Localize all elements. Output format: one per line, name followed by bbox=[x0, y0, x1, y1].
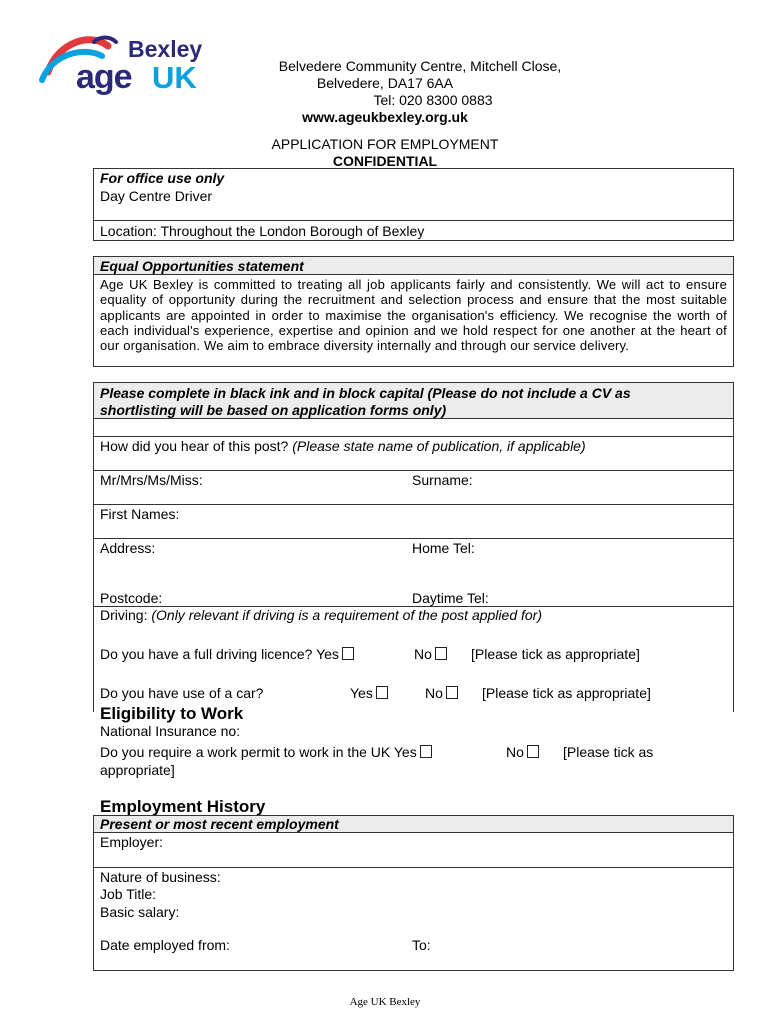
first-names-field[interactable] bbox=[94, 505, 733, 539]
licence-tick-note: [Please tick as appropriate] bbox=[471, 646, 640, 662]
permit-tick-note-cont: appropriate] bbox=[100, 762, 175, 778]
logo-bexley-text: Bexley bbox=[128, 36, 203, 62]
logo-uk-text: UK bbox=[152, 60, 197, 95]
licence-no-label: No bbox=[414, 646, 432, 662]
telephone-field[interactable] bbox=[406, 539, 733, 607]
eligibility-heading: Eligibility to Work bbox=[100, 704, 244, 723]
permit-tick-note: [Please tick as bbox=[563, 744, 654, 760]
home-tel-label: Home Tel: bbox=[412, 540, 475, 556]
daytime-tel-label: Daytime Tel: bbox=[412, 590, 489, 606]
equal-opportunities-box bbox=[93, 256, 734, 367]
first-names-label: First Names: bbox=[100, 506, 180, 522]
ni-label: National Insurance no: bbox=[100, 723, 241, 739]
surname-label: Surname: bbox=[412, 472, 473, 488]
car-tick-note: [Please tick as appropriate] bbox=[482, 685, 651, 701]
licence-yes-checkbox[interactable] bbox=[342, 647, 354, 660]
work-permit-question: Do you require a work permit to work in the UK Yes bbox=[100, 744, 417, 760]
employment-heading: Employment History bbox=[100, 797, 266, 816]
car-no-label: No bbox=[425, 685, 443, 701]
car-no-checkbox[interactable] bbox=[446, 686, 458, 699]
job-details-field[interactable] bbox=[94, 868, 733, 935]
logo-age-text: age bbox=[76, 58, 132, 96]
address-label: Address: bbox=[100, 540, 156, 556]
address-website: www.ageukbexley.org.uk bbox=[302, 109, 468, 125]
permit-no-checkbox[interactable] bbox=[527, 745, 539, 758]
hear-of-post-field[interactable] bbox=[94, 437, 733, 471]
present-employment-label: Present or most recent employment bbox=[100, 816, 339, 832]
equal-opportunities-text: Age UK Bexley is committed to treating all job applicants fairly and consistently. We will act to ensure equality of opportunity during the recruitment and selection process and ensure that the most suitable applicants are appointed in order to maximise the organisation's efficiency. We recognise the worth of each individual's experience, expertise and opinion and we hold respect for one another at the heart of our organisation. We aim to embrace diversity internally and through our service delivery. bbox=[100, 277, 727, 354]
post-title: Day Centre Driver bbox=[100, 188, 213, 204]
office-use-label: For office use only bbox=[100, 170, 225, 186]
car-yes-label: Yes bbox=[350, 685, 373, 701]
dates-field[interactable] bbox=[94, 935, 733, 971]
permit-no-label: No bbox=[506, 744, 524, 760]
title-field[interactable] bbox=[94, 471, 406, 505]
employer-label: Employer: bbox=[100, 834, 164, 850]
hear-of-post-hint: (Please state name of publication, if applicable) bbox=[292, 438, 586, 454]
address-line-1: Belvedere Community Centre, Mitchell Close, bbox=[278, 58, 562, 74]
driving-label: Driving: bbox=[100, 607, 148, 623]
postcode-label: Postcode: bbox=[100, 590, 163, 606]
page-subtitle: CONFIDENTIAL bbox=[332, 153, 438, 169]
application-form bbox=[93, 382, 734, 712]
office-use-box bbox=[93, 168, 734, 241]
driving-hint: (Only relevant if driving is a requirement of the post applied for) bbox=[151, 607, 542, 623]
instruction-line-2: shortlisting will be based on application forms only) bbox=[100, 402, 447, 418]
address-phone: Tel: 020 8300 0883 bbox=[373, 92, 493, 108]
address-line-2: Belvedere, DA17 6AA bbox=[316, 75, 454, 91]
equal-opportunities-label: Equal Opportunities statement bbox=[100, 258, 304, 274]
instruction-line-1: Please complete in black ink and in block capital (Please do not include a CV as bbox=[100, 385, 631, 401]
title-label: Mr/Mrs/Ms/Miss: bbox=[100, 472, 203, 488]
surname-field[interactable] bbox=[406, 471, 733, 505]
hear-of-post-label: How did you hear of this post? bbox=[100, 438, 289, 454]
blank-row bbox=[94, 419, 733, 437]
permit-yes-checkbox[interactable] bbox=[420, 745, 432, 758]
employer-field[interactable] bbox=[94, 833, 733, 868]
licence-question: Do you have a full driving licence? Yes bbox=[100, 646, 339, 662]
job-title-label: Job Title: bbox=[100, 886, 157, 902]
date-from-label: Date employed from: bbox=[100, 937, 230, 953]
post-location: Location: Throughout the London Borough of Bexley bbox=[100, 223, 425, 239]
licence-no-checkbox[interactable] bbox=[435, 647, 447, 660]
basic-salary-label: Basic salary: bbox=[100, 904, 180, 920]
car-yes-checkbox[interactable] bbox=[376, 686, 388, 699]
car-question: Do you have use of a car? bbox=[100, 685, 264, 701]
footer: Age UK Bexley bbox=[349, 996, 421, 1008]
employment-box bbox=[93, 815, 734, 971]
page-title: APPLICATION FOR EMPLOYMENT bbox=[271, 136, 499, 152]
date-to-label: To: bbox=[412, 937, 431, 953]
age-uk-bexley-logo bbox=[36, 32, 211, 104]
nature-of-business-label: Nature of business: bbox=[100, 869, 221, 885]
address-field[interactable] bbox=[94, 539, 406, 607]
